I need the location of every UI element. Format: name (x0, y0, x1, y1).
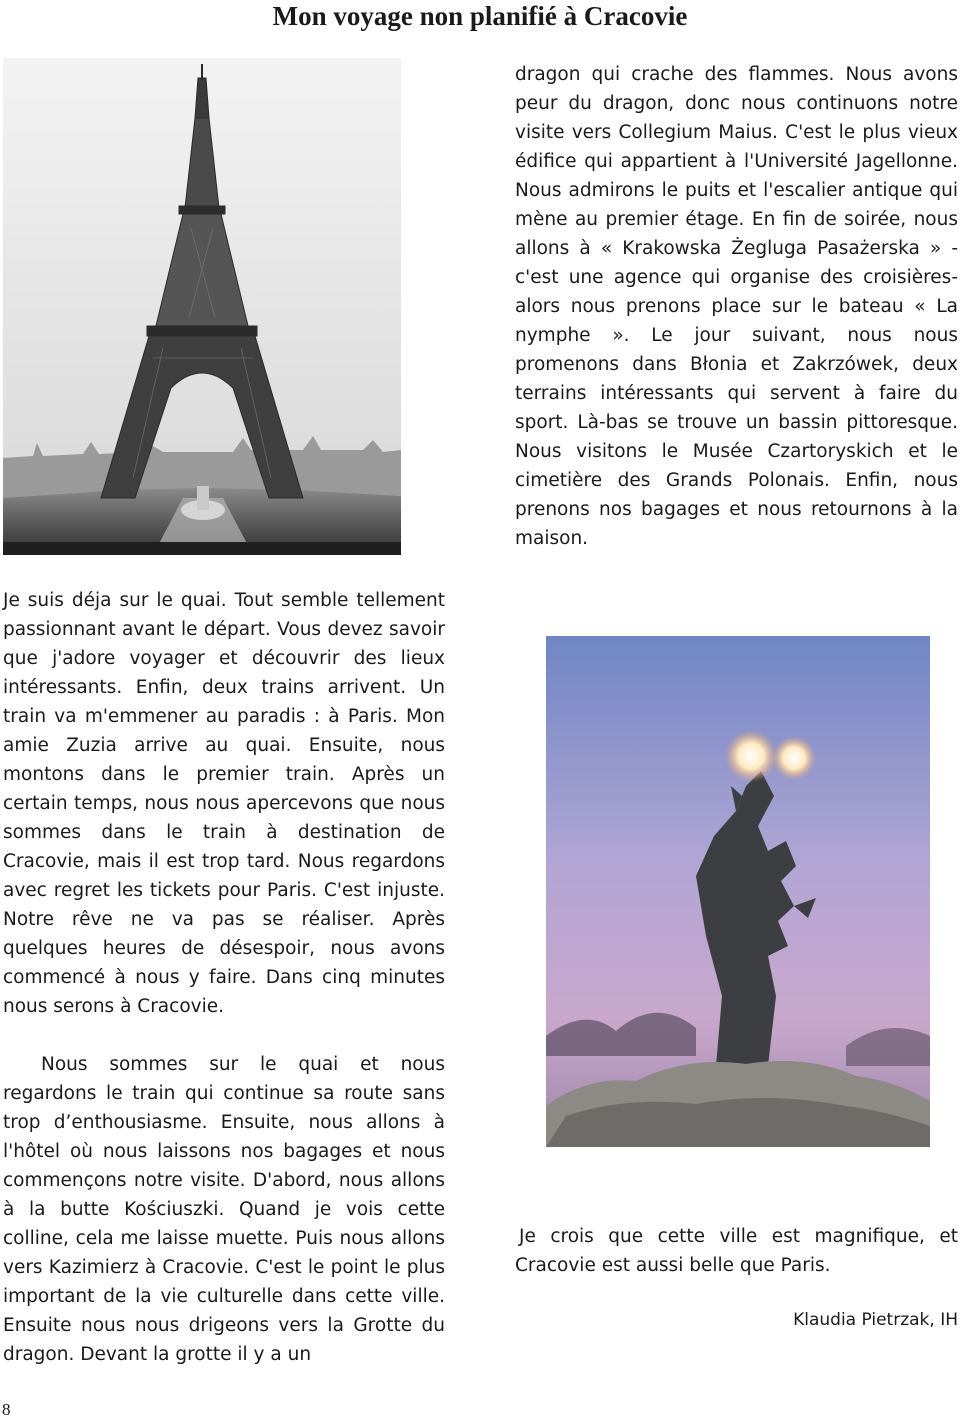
page-number: 8 (2, 1400, 11, 1419)
page-title: Mon voyage non planifié à Cracovie (272, 1, 688, 31)
paragraph-conclusion: Je crois que cette ville est magnifique, et Cracovie est aussi belle que Paris. (515, 1226, 958, 1276)
author-signature: Klaudia Pietrzak, IH (793, 1310, 958, 1330)
paragraph-continuation: dragon qui crache des flammes. Nous avons peur du dragon, donc nous continuons notre visite vers Collegium Maius. C'est le plus vieux édifice qui appartient à l'Université Jagellonne. Nous admirons le puits et l'escalier antique qui mène au premier étage. En fin de soirée, nous allons à « Krakowska Żegluga Pasażerska » -c'est une agence qui organise des croisières- alors nous prenons place sur le bateau « La nymphe ». Le jour suivant, nous nous promenons dans Błonia et Zakrzówek, deux terrains intéressants qui servent à faire du sport. Là-bas se trouve un bassin pittoresque. Nous visitons le Musée Czartoryskich et le cimetière des Grands Polonais. Enfin, nous prenons nos bagages et nous retournons à la maison. (515, 64, 958, 549)
paragraph-arrival: Je suis déja sur le quai. Tout semble tellement passionnant avant le départ. Vous devez savoir que j'adore voyager et découvrir des lieux intéressants. Enfin, deux trains arrivent. Un train va m'emmener au paradis : à Paris. Mon amie Zuzia arrive au quai. Ensuite, nous montons dans le premier train. Après un certain temps, nous nous apercevons que nous sommes dans le train à destination de Cracovie, mais il est trop tard. Nous regardons avec regret les tickets pour Paris. C'est injuste. Notre rêve ne va pas se réaliser. Après quelques heures de désespoir, nous avons commencé à nous y faire. Dans cinq minutes nous serons à Cracovie. (3, 590, 445, 1017)
dragon-statue-photo (546, 636, 930, 1147)
paragraph-visit: Nous sommes sur le quai et nous regardons le train qui continue sa route sans trop d’enthousiasme. Ensuite, nous allons à l'hôtel où nous laissons nos bagages et nous commençons notre visite. D'abord, nous allons à la butte Kościuszki. Quand je vois cette colline, cela me laisse muette. Puis nous allons vers Kazimierz à Cracovie. C'est le point le plus important de la vie culturelle dans cette ville. Ensuite nous nous drigeons vers la Grotte du dragon. Devant la grotte il y a un (3, 1054, 445, 1365)
eiffel-tower-photo (3, 58, 401, 555)
